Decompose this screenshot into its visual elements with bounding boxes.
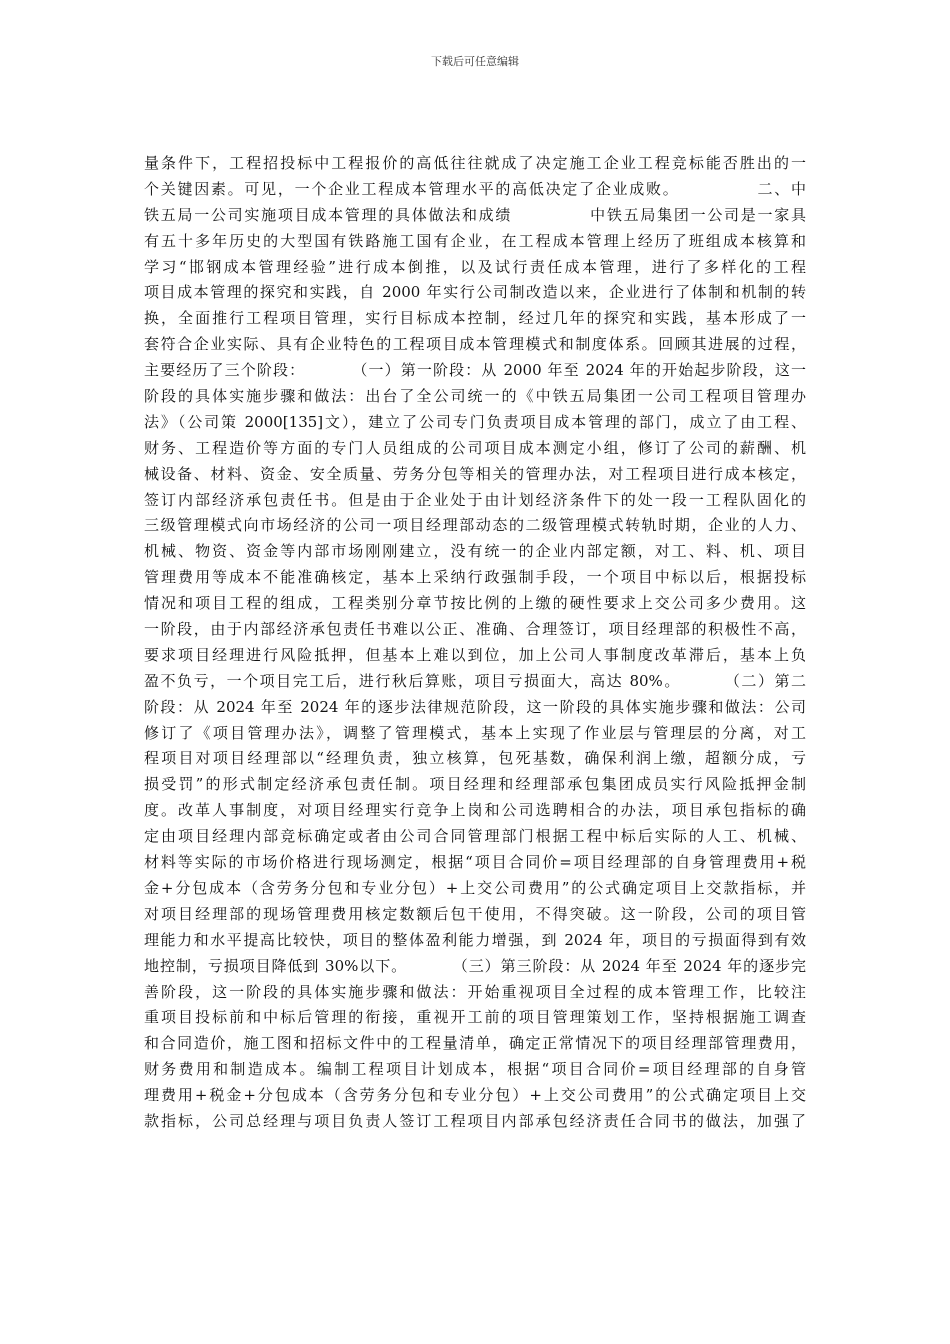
body-text xyxy=(144,151,806,1161)
text-line: 程项目对项目经理部以“经理负责，独立核算，包死基数，确保利润上缴，超额分成，亏 xyxy=(144,749,806,768)
text-line: 项目成本管理的探究和实践，自 2000 年实行公司制改造以来，企业进行了体制和机制的转 xyxy=(144,283,806,302)
text-line: 械设备、材料、资金、安全质量、劳务分包等相关的管理办法，对工程项目进行成本核定， xyxy=(144,464,806,483)
text-line: 个关键因素。可见，一个企业工程成本管理水平的高低决定了企业成败。 二、中 xyxy=(144,179,806,198)
text-line: 款指标，公司总经理与项目负责人签订工程项目内部承包经济责任合同书的做法，加强了 xyxy=(144,1111,806,1130)
text-line: 盈不负亏，一个项目完工后，进行秋后算账，项目亏损面大，高达 80%。 （二）第二 xyxy=(144,671,806,690)
text-line: 铁五局一公司实施项目成本管理的具体做法和成绩 中铁五局集团一公司是一家具 xyxy=(144,205,806,224)
text-line: 阶段的具体实施步骤和做法：出台了全公司统一的《中铁五局集团一公司工程项目管理办 xyxy=(144,387,806,406)
text-line: 一阶段，由于内部经济承包责任书难以公正、准确、合理签订，项目经理部的积极性不高， xyxy=(144,620,806,639)
text-line: 要求项目经理进行风险抵押，但基本上难以到位，加上公司人事制度改革滞后，基本上负 xyxy=(144,645,806,664)
text-line: 地控制，亏损项目降低到 30%以下。 （三）第三阶段：从 2024 年至 2024 年的逐步完 xyxy=(144,956,806,975)
text-line: 定由项目经理内部竞标确定或者由公司合同管理部门根据工程中标后实际的人工、机械、 xyxy=(144,827,806,846)
text-line: 和合同造价，施工图和招标文件中的工程量清单，确定正常情况下的项目经理部管理费用， xyxy=(144,1034,806,1053)
text-line: 金+分包成本（含劳务分包和专业分包）+上交公司费用”的公式确定项目上交款指标，并 xyxy=(144,878,806,897)
text-line: 主要经历了三个阶段： （一）第一阶段：从 2000 年至 2024 年的开始起步阶段，这一 xyxy=(144,361,806,380)
text-line: 套符合企业实际、具有企业特色的工程项目成本管理模式和制度体系。回顾其进展的过程， xyxy=(144,335,806,354)
text-line: 换，全面推行工程项目管理，实行目标成本控制，经过几年的探究和实践，基本形成了一 xyxy=(144,309,806,328)
text-line: 财务费用和制造成本。编制工程项目计划成本，根据“项目合同价=项目经理部的自身管 xyxy=(144,1060,806,1079)
text-line: 情况和项目工程的组成，工程类别分章节按比例的上缴的硬性要求上交公司多少费用。这 xyxy=(144,594,806,613)
text-line xyxy=(144,1135,806,1161)
page-header: 下载后可任意编辑 xyxy=(431,55,519,68)
text-line: 材料等实际的市场价格进行现场测定，根据“项目合同价=项目经理部的自身管理费用+税 xyxy=(144,853,806,872)
text-line: 有五十多年历史的大型国有铁路施工国有企业，在工程成本管理上经历了班组成本核算和 xyxy=(144,231,806,250)
text-line: 对项目经理部的现场管理费用核定数额后包干使用，不得突破。这一阶段，公司的项目管 xyxy=(144,904,806,923)
text-line: 理费用+税金+分包成本（含劳务分包和专业分包）+上交公司费用”的公式确定项目上交 xyxy=(144,1086,806,1105)
text-line: 重项目投标前和中标后管理的衔接，重视开工前的项目管理策划工作，坚持根据施工调查 xyxy=(144,1008,806,1027)
text-line: 财务、工程造价等方面的专门人员组成的公司项目成本测定小组，修订了公司的薪酬、机 xyxy=(144,438,806,457)
text-line: 理能力和水平提高比较快，项目的整体盈利能力增强，到 2024 年，项目的亏损面得到有效 xyxy=(144,930,806,949)
text-line: 损受罚”的形式制定经济承包责任制。项目经理和经理部承包集团成员实行风险抵押金制 xyxy=(144,775,806,794)
text-line: 量条件下，工程招投标中工程报价的高低往往就成了决定施工企业工程竞标能否胜出的一 xyxy=(144,154,806,172)
text-line: 度。改革人事制度，对项目经理实行竞争上岗和公司选聘相合的办法，项目承包指标的确 xyxy=(144,801,806,820)
text-line: 管理费用等成本不能准确核定，基本上采纳行政强制手段，一个项目中标以后，根据投标 xyxy=(144,568,806,587)
text-line: 机械、物资、资金等内部市场刚刚建立，没有统一的企业内部定额，对工、料、机、项目 xyxy=(144,542,806,561)
text-line: 三级管理模式向市场经济的公司一项目经理部动态的二级管理模式转轨时期，企业的人力、 xyxy=(144,516,806,535)
text-line: 签订内部经济承包责任书。但是由于企业处于由计划经济条件下的处一段一工程队固化的 xyxy=(144,490,806,509)
text-line: 修订了《项目管理办法》，调整了管理模式，基本上实现了作业层与管理层的分离，对工 xyxy=(144,723,806,742)
text-line: 阶段：从 2024 年至 2024 年的逐步法律规范阶段，这一阶段的具体实施步骤和做法：公司 xyxy=(144,697,806,716)
text-line: 学习“邯钢成本管理经验”进行成本倒推，以及试行责任成本管理，进行了多样化的工程 xyxy=(144,257,806,276)
text-line: 法》（公司策 2000[135]文），建立了公司专门负责项目成本管理的部门，成立了由工程、 xyxy=(144,412,806,431)
text-line: 善阶段，这一阶段的具体实施步骤和做法：开始重视项目全过程的成本管理工作，比较注 xyxy=(144,982,806,1001)
